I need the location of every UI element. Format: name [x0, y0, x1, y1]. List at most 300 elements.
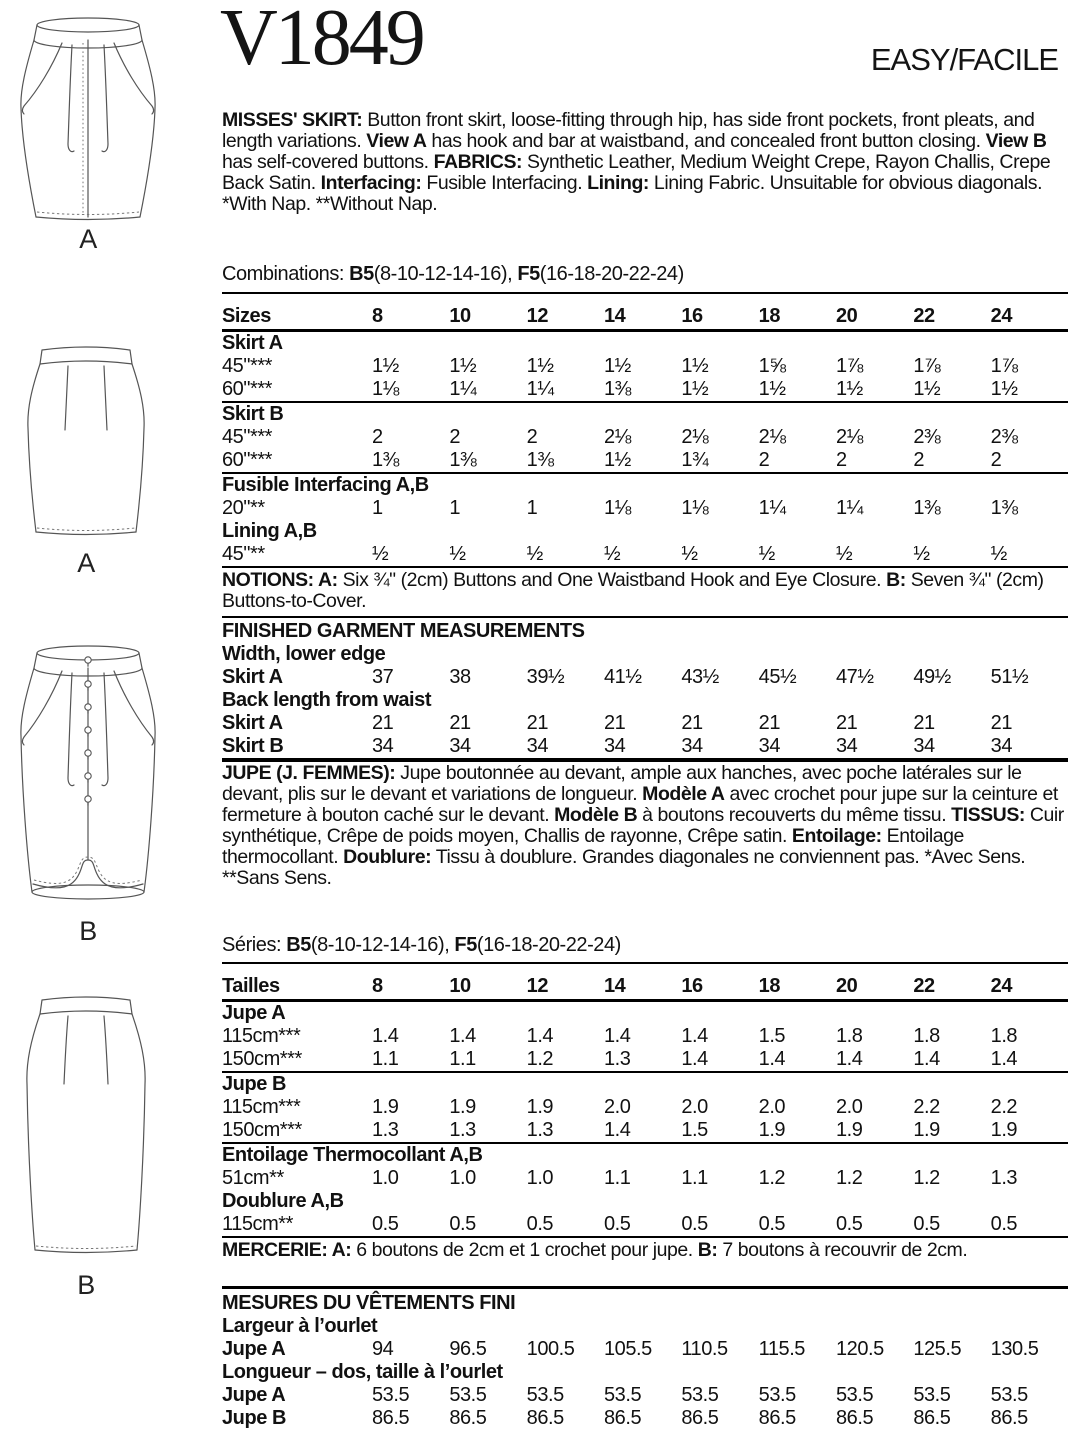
cell-value: 0.5 [913, 1213, 940, 1235]
row-label: 45"*** [222, 426, 272, 448]
bold-text-run: FABRICS: [433, 151, 523, 173]
bold-text-run: Lining: [587, 172, 649, 194]
skirt-a-back-illustration [16, 342, 156, 542]
cell-value: 1⅝ [758, 355, 786, 377]
table-row [222, 735, 1068, 758]
cell-value: 1⅜ [526, 449, 554, 471]
cell-value: 53.5 [836, 1384, 874, 1406]
text-run: (16-18-20-22-24) [476, 934, 621, 956]
cell-value: 1.3 [990, 1167, 1018, 1189]
cell-value: 16 [681, 975, 703, 997]
cell-value: 8 [372, 305, 383, 327]
cell-value: 49½ [913, 666, 951, 688]
cell-value: 2⅛ [681, 426, 709, 448]
text-run: has hook and bar at waistband, and concealed front button closing. [426, 130, 986, 152]
cell-value: 12 [526, 305, 549, 327]
cell-value: 86.5 [681, 1407, 719, 1429]
table-row [222, 1384, 1068, 1407]
cell-value: 100.5 [526, 1338, 575, 1360]
cell-value: 1.4 [990, 1048, 1018, 1070]
difficulty-label: EASY/FACILE [870, 42, 1058, 77]
cell-value: ½ [836, 543, 853, 565]
text-run: à boutons recouverts du même tissu. [637, 804, 952, 826]
finished-measurements-french [222, 1286, 1068, 1430]
cell-value: 1.1 [604, 1167, 631, 1189]
text-run: (8-10-12-14-16), [310, 934, 455, 956]
cell-value: 1.3 [449, 1119, 476, 1141]
text-run: Tissu à doublure. Grandes diagonales ne conviennent pas. *Avec Sens. **Sans Sens. [222, 846, 1026, 889]
cell-value: 1¼ [449, 378, 477, 400]
bold-text-run: MERCERIE: A: [222, 1239, 352, 1261]
cell-value: 86.5 [449, 1407, 487, 1429]
cell-value: 53.5 [990, 1384, 1028, 1406]
table-row [222, 332, 1068, 355]
table-row [222, 1407, 1068, 1430]
bold-text-run: B5 [286, 934, 311, 956]
table-row [222, 401, 1068, 426]
notions-english [222, 570, 1070, 612]
bold-text-run: Modèle B [554, 804, 638, 826]
cell-value: 1.4 [681, 1048, 708, 1070]
row-label: 115cm*** [222, 1025, 301, 1047]
cell-value: 1.4 [681, 1025, 708, 1047]
row-label: Jupe A [222, 1384, 286, 1406]
cell-value: ½ [913, 543, 930, 565]
table-row [222, 1071, 1068, 1096]
cell-value: 1⅛ [604, 497, 631, 519]
text-run: Six ¾" (2cm) Buttons and One Waistband Hook and Eye Closure. [337, 569, 887, 591]
cell-value: 1⅛ [372, 378, 399, 400]
bold-text-run: Doublure: [343, 846, 432, 868]
cell-value: 22 [913, 305, 935, 327]
cell-value: 47½ [836, 666, 874, 688]
row-label: Jupe B [222, 1073, 286, 1095]
cell-value: 0.5 [758, 1213, 786, 1235]
figure-label-b-front: B [79, 916, 97, 946]
cell-value: 24 [990, 975, 1013, 997]
cell-value: 21 [604, 712, 626, 734]
cell-value: 45½ [758, 666, 797, 688]
combinations-line [222, 263, 1070, 285]
cell-value: 125.5 [913, 1338, 962, 1360]
text-run: Synthetic Leather, Medium Weight Crepe, Rayon Challis, Crepe Back Satin. [222, 151, 1051, 194]
row-label: Largeur à l’ourlet [222, 1315, 378, 1337]
cell-value: 1.4 [604, 1119, 631, 1141]
cell-value: 1.2 [913, 1167, 940, 1189]
cell-value: 120.5 [836, 1338, 884, 1360]
cell-value: 1.8 [990, 1025, 1018, 1047]
text-run: Entoilage thermocollant. [222, 825, 964, 868]
bold-text-run: MISSES' SKIRT: [222, 109, 368, 131]
cell-value: 2.0 [758, 1096, 786, 1118]
cell-value: 2.0 [604, 1096, 631, 1118]
cell-value: 1¾ [681, 449, 709, 471]
cell-value: 1⅜ [990, 497, 1018, 519]
cell-value: 1½ [372, 355, 399, 377]
row-label: 20"** [222, 497, 265, 519]
table-row [222, 1361, 1068, 1384]
cell-value: 1½ [913, 378, 941, 400]
cell-value: 2⅛ [758, 426, 786, 448]
cell-value: 1.0 [372, 1167, 399, 1189]
bold-text-run: F5 [454, 934, 477, 956]
cell-value: 2.0 [836, 1096, 863, 1118]
row-label: Back length from waist [222, 689, 432, 711]
cell-value: 1⅜ [604, 378, 631, 400]
description-french [222, 763, 1070, 889]
cell-value: 115.5 [758, 1338, 805, 1360]
table-row [222, 712, 1068, 735]
cell-value: 96.5 [449, 1338, 487, 1360]
figure-label-a-front: A [79, 224, 97, 254]
cell-value: 21 [372, 712, 394, 734]
cell-value: 10 [449, 305, 471, 327]
cell-value: 53.5 [449, 1384, 487, 1406]
row-label: 150cm*** [222, 1119, 302, 1141]
cell-value: 0.5 [449, 1213, 476, 1235]
cell-value: 1.4 [604, 1025, 631, 1047]
table-row [222, 1025, 1068, 1048]
row-label: Lining A,B [222, 520, 317, 542]
cell-value: 24 [990, 305, 1013, 327]
cell-value: 2 [913, 449, 925, 471]
cell-value: 1.9 [836, 1119, 863, 1141]
cell-value: 1.9 [990, 1119, 1018, 1141]
table-row [222, 1142, 1068, 1167]
cell-value: 1.3 [604, 1048, 631, 1070]
cell-value: 1 [372, 497, 383, 519]
text-run: avec crochet pour jupe sur la ceinture et fermeture à bouton caché sur le devant. [222, 783, 1058, 826]
row-label: 45"** [222, 543, 265, 565]
cell-value: 8 [372, 975, 383, 997]
cell-value: 1.1 [681, 1167, 708, 1189]
row-label: 150cm*** [222, 1048, 302, 1070]
cell-value: 1½ [681, 355, 709, 377]
cell-value: 1.0 [526, 1167, 554, 1189]
cell-value: 86.5 [526, 1407, 564, 1429]
section-title: FINISHED GARMENT MEASUREMENTS [222, 620, 585, 642]
text-run: Lining Fabric. Unsuitable for obvious diagonals. *With Nap. **Without Nap. [222, 172, 1043, 215]
row-label: Fusible Interfacing A,B [222, 474, 429, 496]
cell-value: 2 [836, 449, 847, 471]
row-label: Skirt A [222, 666, 283, 688]
table-row [222, 378, 1068, 401]
cell-value: 37 [372, 666, 394, 688]
cell-value: 2⅛ [836, 426, 863, 448]
row-label: Longueur – dos, taille à l’ourlet [222, 1361, 503, 1383]
cell-value: 18 [758, 305, 781, 327]
cell-value: 1½ [758, 378, 786, 400]
series-line [222, 934, 1070, 956]
cell-value: 1.4 [913, 1048, 940, 1070]
cell-value: 14 [604, 975, 626, 997]
cell-value: 16 [681, 305, 703, 327]
cell-value: 1.4 [449, 1025, 476, 1047]
text-run: (8-10-12-14-16), [373, 263, 518, 285]
text-run: Séries: [222, 934, 287, 956]
cell-value: 2 [372, 426, 383, 448]
description-english [222, 110, 1070, 215]
cell-value: ½ [604, 543, 621, 565]
row-label: Entoilage Thermocollant A,B [222, 1144, 483, 1166]
row-label: Doublure A,B [222, 1190, 344, 1212]
cell-value: 1 [449, 497, 461, 519]
cell-value: 1.2 [758, 1167, 786, 1189]
yardage-table-french [222, 962, 1068, 1238]
cell-value: 105.5 [604, 1338, 652, 1360]
cell-value: 2.2 [913, 1096, 940, 1118]
cell-value: 1.1 [449, 1048, 476, 1070]
row-label: Jupe A [222, 1002, 286, 1024]
cell-value: 34 [681, 735, 703, 757]
cell-value: 1.9 [913, 1119, 940, 1141]
row-label: 51cm** [222, 1167, 284, 1189]
table-row [222, 964, 1068, 1002]
table-row [222, 543, 1068, 566]
text-run: Button front skirt, loose-fitting through hip, has side front pockets, front pleats, and length variations. [222, 109, 1035, 152]
cell-value: 1.9 [449, 1096, 476, 1118]
row-label: 45"*** [222, 355, 272, 377]
cell-value: 1.2 [526, 1048, 554, 1070]
table-row [222, 1167, 1068, 1190]
row-label: 60"*** [222, 449, 272, 471]
row-label: Jupe A [222, 1338, 286, 1360]
cell-value: 86.5 [913, 1407, 951, 1429]
cell-value: 1½ [836, 378, 863, 400]
cell-value: 21 [526, 712, 549, 734]
table-row [222, 666, 1068, 689]
cell-value: 0.5 [526, 1213, 554, 1235]
cell-value: 86.5 [836, 1407, 874, 1429]
section-title: MESURES DU VÊTEMENTS FINI [222, 1292, 516, 1314]
cell-value: 34 [372, 735, 394, 757]
row-label: Tailles [222, 975, 280, 997]
finished-measurements-english [222, 616, 1068, 762]
skirt-b-back-illustration [16, 992, 156, 1260]
cell-value: 1.2 [836, 1167, 863, 1189]
text-run: Seven ¾" (2cm) Buttons-to-Cover. [222, 569, 1044, 612]
cell-value: 53.5 [372, 1384, 410, 1406]
cell-value: 10 [449, 975, 471, 997]
cell-value: 21 [681, 712, 703, 734]
cell-value: 38 [449, 666, 471, 688]
mercerie-french [222, 1240, 1070, 1261]
cell-value: 34 [449, 735, 471, 757]
bold-text-run: TISSUS: [951, 804, 1025, 826]
cell-value: 12 [526, 975, 549, 997]
cell-value: 1⅛ [681, 497, 709, 519]
cell-value: ½ [449, 543, 466, 565]
cell-value: ½ [990, 543, 1007, 565]
cell-value: 0.5 [372, 1213, 399, 1235]
cell-value: 1.3 [526, 1119, 554, 1141]
cell-value: 51½ [990, 666, 1029, 688]
table-row [222, 1213, 1068, 1236]
bold-text-run: JUPE (J. FEMMES): [222, 762, 401, 784]
cell-value: 2 [990, 449, 1002, 471]
cell-value: 1.4 [526, 1025, 554, 1047]
cell-value: 1¼ [836, 497, 863, 519]
text-run: has self-covered buttons. [222, 151, 434, 173]
cell-value: 2 [449, 426, 461, 448]
bold-text-run: B: [886, 569, 906, 591]
cell-value: 86.5 [604, 1407, 642, 1429]
cell-value: 1.9 [758, 1119, 786, 1141]
table-row [222, 1048, 1068, 1071]
row-label: 115cm*** [222, 1096, 301, 1118]
cell-value: 21 [990, 712, 1013, 734]
row-label: Skirt B [222, 735, 284, 757]
cell-value: 18 [758, 975, 781, 997]
cell-value: 86.5 [990, 1407, 1028, 1429]
cell-value: 34 [604, 735, 626, 757]
bold-text-run: Interfacing: [320, 172, 422, 194]
cell-value: 53.5 [526, 1384, 564, 1406]
row-label: Jupe B [222, 1407, 286, 1429]
text-run: 7 boutons à recouvrir de 2cm. [717, 1239, 968, 1261]
cell-value: 86.5 [372, 1407, 410, 1429]
cell-value: 1⅞ [913, 355, 941, 377]
cell-value: 94 [372, 1338, 394, 1360]
cell-value: 1.8 [836, 1025, 863, 1047]
row-label: 115cm** [222, 1213, 293, 1235]
table-row [222, 643, 1068, 666]
table-row [222, 294, 1068, 332]
cell-value: 130.5 [990, 1338, 1039, 1360]
cell-value: 1½ [681, 378, 709, 400]
cell-value: 21 [836, 712, 858, 734]
table-row [222, 1096, 1068, 1119]
cell-value: 21 [758, 712, 781, 734]
table-row [222, 1338, 1068, 1361]
cell-value: 1¼ [526, 378, 554, 400]
table-row [222, 426, 1068, 449]
cell-value: 1½ [990, 378, 1018, 400]
cell-value: 20 [836, 305, 858, 327]
table-row [222, 1119, 1068, 1142]
table-row [222, 520, 1068, 543]
figure-label-a-back: A [77, 548, 95, 578]
cell-value: 1½ [604, 449, 631, 471]
figure-label-b-back: B [77, 1270, 95, 1300]
table-row [222, 497, 1068, 520]
cell-value: 43½ [681, 666, 719, 688]
cell-value: 1.4 [758, 1048, 786, 1070]
cell-value: ½ [526, 543, 543, 565]
table-row [222, 449, 1068, 472]
cell-value: 0.5 [990, 1213, 1018, 1235]
cell-value: 21 [913, 712, 935, 734]
bold-text-run: Entoilage: [791, 825, 882, 847]
row-label: Sizes [222, 305, 271, 327]
cell-value: 22 [913, 975, 935, 997]
cell-value: 2.0 [681, 1096, 708, 1118]
cell-value: 1.8 [913, 1025, 940, 1047]
cell-value: 2 [758, 449, 770, 471]
text-run: Fusible Interfacing. [421, 172, 588, 194]
cell-value: 34 [836, 735, 858, 757]
skirt-b-front-illustration [13, 640, 163, 912]
cell-value: 0.5 [604, 1213, 631, 1235]
cell-value: 53.5 [758, 1384, 796, 1406]
cell-value: 1.4 [836, 1048, 863, 1070]
cell-value: 1.5 [758, 1025, 786, 1047]
row-label: Skirt A [222, 712, 283, 734]
cell-value: 1⅜ [449, 449, 477, 471]
cell-value: 1.0 [449, 1167, 476, 1189]
skirt-a-front-illustration [13, 12, 163, 224]
cell-value: 2⅛ [604, 426, 631, 448]
cell-value: 1.9 [372, 1096, 399, 1118]
row-label: Width, lower edge [222, 643, 386, 665]
cell-value: 53.5 [913, 1384, 951, 1406]
text-run: 6 boutons de 2cm et 1 crochet pour jupe. [351, 1239, 698, 1261]
cell-value: 2 [526, 426, 538, 448]
cell-value: 1½ [526, 355, 554, 377]
row-label: Skirt A [222, 332, 283, 354]
cell-value: 53.5 [604, 1384, 642, 1406]
row-label: 60"*** [222, 378, 272, 400]
row-label: Skirt B [222, 403, 284, 425]
table-row [222, 355, 1068, 378]
cell-value: 1½ [604, 355, 631, 377]
text-run: Jupe boutonnée au devant, ample aux hanches, avec poche latérales sur le devant, plis sur le devant et variations de longueur. [222, 762, 1022, 805]
cell-value: 34 [913, 735, 935, 757]
pattern-number-title: V1849 [220, 0, 423, 82]
cell-value: 86.5 [758, 1407, 796, 1429]
cell-value: 1.4 [372, 1025, 399, 1047]
cell-value: 20 [836, 975, 858, 997]
table-row [222, 472, 1068, 497]
cell-value: 41½ [604, 666, 642, 688]
cell-value: 1.3 [372, 1119, 399, 1141]
table-row [222, 1002, 1068, 1025]
cell-value: 1⅜ [372, 449, 399, 471]
cell-value: 1.1 [372, 1048, 399, 1070]
bold-text-run: View A [366, 130, 427, 152]
cell-value: 2.2 [990, 1096, 1018, 1118]
cell-value: 39½ [526, 666, 565, 688]
cell-value: 21 [449, 712, 471, 734]
cell-value: 2⅜ [913, 426, 941, 448]
cell-value: 1½ [449, 355, 477, 377]
cell-value: ½ [681, 543, 698, 565]
cell-value: 1⅜ [913, 497, 941, 519]
text-run: Cuir synthétique, Crêpe de poids moyen, Challis de rayonne, Crêpe satin. [222, 804, 1064, 847]
cell-value: ½ [758, 543, 775, 565]
bold-text-run: F5 [517, 263, 540, 285]
cell-value: 1⅞ [990, 355, 1018, 377]
cell-value: 2⅜ [990, 426, 1018, 448]
cell-value: 0.5 [681, 1213, 708, 1235]
cell-value: 14 [604, 305, 626, 327]
cell-value: 110.5 [681, 1338, 728, 1360]
cell-value: ½ [372, 543, 389, 565]
text-run: (16-18-20-22-24) [539, 263, 684, 285]
text-run: Combinations: [222, 263, 350, 285]
table-row [222, 689, 1068, 712]
cell-value: 1¼ [758, 497, 786, 519]
cell-value: 34 [526, 735, 549, 757]
table-row [222, 1315, 1068, 1338]
cell-value: 1 [526, 497, 538, 519]
cell-value: 1⅞ [836, 355, 863, 377]
table-row [222, 1190, 1068, 1213]
bold-text-run: B5 [349, 263, 374, 285]
cell-value: 34 [990, 735, 1013, 757]
yardage-table-english [222, 292, 1068, 568]
cell-value: 34 [758, 735, 781, 757]
